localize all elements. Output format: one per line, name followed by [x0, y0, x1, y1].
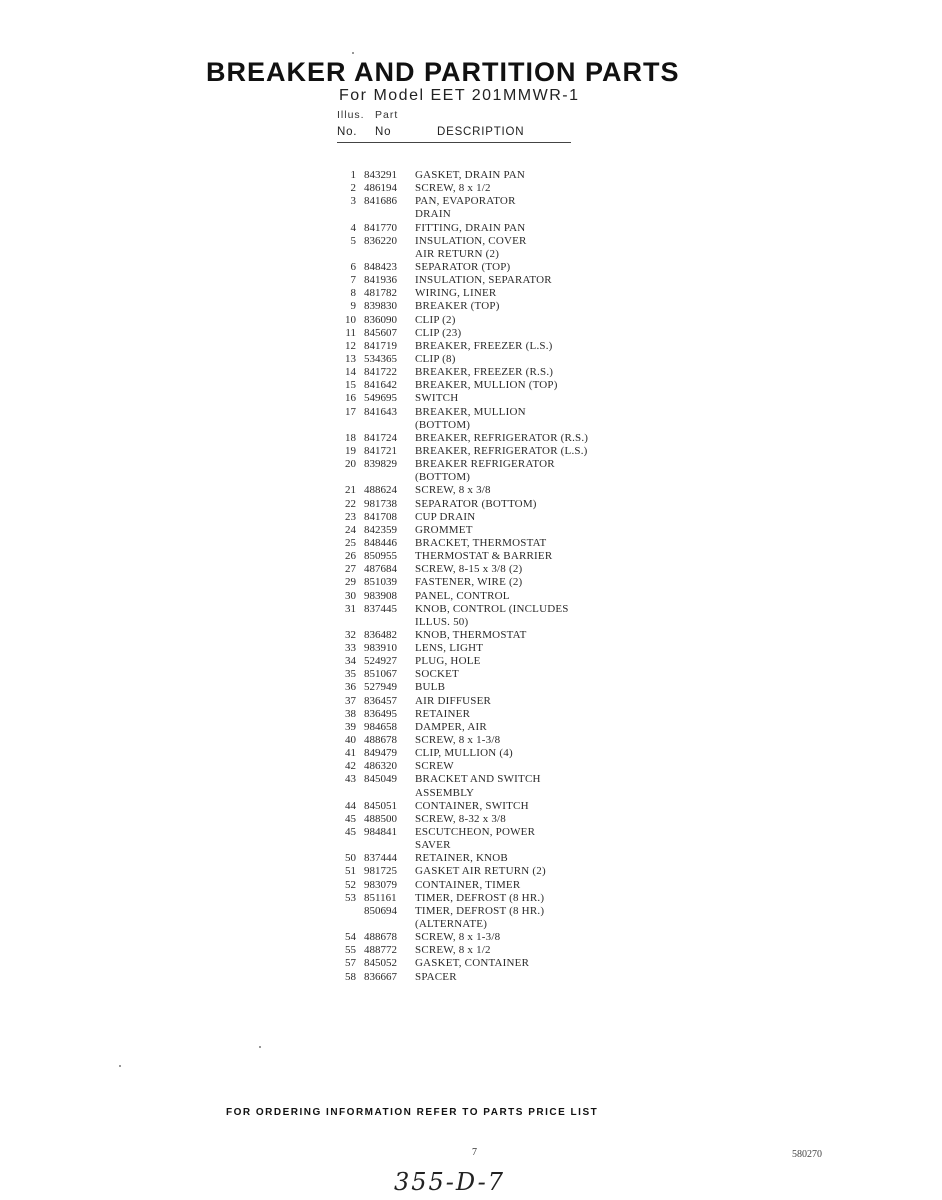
part-row — [338, 905, 638, 918]
part-number: 841708 — [364, 510, 397, 523]
illus-number: 5 — [350, 234, 356, 247]
page-number: 7 — [472, 1147, 477, 1158]
part-description: BRACKET AND SWITCH — [415, 773, 541, 786]
part-no-header: No — [375, 126, 392, 138]
illus-number: 51 — [345, 865, 356, 878]
illus-no-header: No. — [337, 126, 358, 138]
part-number: 488624 — [364, 484, 397, 497]
part-number: 845052 — [364, 957, 397, 970]
part-row — [338, 432, 638, 445]
part-number: 984658 — [364, 720, 397, 733]
ordering-note: FOR ORDERING INFORMATION REFER TO PARTS PRICE LIST — [226, 1107, 599, 1118]
part-description: SOCKET — [415, 668, 459, 681]
illus-number: 42 — [345, 760, 356, 773]
part-number: 841724 — [364, 431, 397, 444]
part-number: 836090 — [364, 313, 397, 326]
scan-speck — [352, 52, 354, 54]
part-description: BULB — [415, 681, 446, 694]
part-row — [338, 274, 638, 287]
illus-number: 11 — [345, 326, 356, 339]
part-description: GASKET, DRAIN PAN — [415, 169, 526, 181]
illus-number: 27 — [345, 563, 356, 576]
part-row — [338, 498, 638, 511]
part-row — [338, 800, 638, 813]
illus-number: 19 — [345, 444, 356, 457]
part-number: 843291 — [364, 169, 397, 181]
part-number: 841643 — [364, 405, 397, 418]
part-description: WIRING, LINER — [415, 287, 497, 300]
part-description: BRACKET, THERMOSTAT — [415, 536, 547, 549]
part-row — [338, 511, 638, 524]
part-row — [338, 287, 638, 300]
illus-number: 45 — [345, 812, 356, 825]
illus-number: 38 — [345, 707, 356, 720]
illus-number: 44 — [345, 799, 356, 812]
part-number: 841721 — [364, 444, 397, 457]
illus-header-label: Illus. — [337, 109, 365, 121]
part-description: GASKET AIR RETURN (2) — [415, 865, 546, 878]
part-description: SCREW, 8 x 1/2 — [415, 944, 491, 957]
part-number: 524927 — [364, 655, 397, 668]
part-number: 488500 — [364, 812, 397, 825]
part-number: 841686 — [364, 195, 397, 208]
part-description: CLIP, MULLION (4) — [415, 747, 513, 760]
illus-number: 1 — [350, 169, 356, 181]
part-description: ESCUTCHEON, POWER — [415, 826, 536, 839]
part-description: LENS, LIGHT — [415, 642, 484, 655]
part-description: ASSEMBLY — [415, 786, 475, 799]
part-number: 981738 — [364, 497, 397, 510]
part-row — [338, 392, 638, 405]
part-description: RETAINER — [415, 707, 471, 720]
part-number: 841722 — [364, 366, 397, 379]
part-number: 842359 — [364, 523, 397, 536]
part-number: 487684 — [364, 563, 397, 576]
illus-number: 50 — [345, 852, 356, 865]
part-description: SCREW, 8-32 x 3/8 — [415, 812, 507, 825]
part-number: 841936 — [364, 274, 397, 287]
part-description: PLUG, HOLE — [415, 655, 481, 668]
illus-number: 14 — [345, 366, 356, 379]
part-row — [338, 524, 638, 537]
part-row — [338, 327, 638, 340]
part-description: SCREW — [415, 760, 454, 773]
illus-number: 54 — [345, 931, 356, 944]
part-description: (BOTTOM) — [415, 471, 471, 484]
part-number: 983908 — [364, 589, 397, 602]
part-number: 836495 — [364, 707, 397, 720]
part-row — [338, 300, 638, 313]
part-description: TIMER, DEFROST (8 HR.) — [415, 904, 545, 917]
illus-number: 53 — [345, 891, 356, 904]
part-row — [338, 655, 638, 668]
illus-number: 34 — [345, 655, 356, 668]
part-row — [338, 366, 638, 379]
part-description: CONTAINER, TIMER — [415, 878, 521, 891]
part-description: SEPARATOR (BOTTOM) — [415, 497, 537, 510]
part-description: INSULATION, SEPARATOR — [415, 274, 552, 287]
part-number: 486320 — [364, 760, 397, 773]
part-number: 841719 — [364, 339, 397, 352]
part-row — [338, 787, 638, 800]
part-row — [338, 747, 638, 760]
part-row — [338, 208, 638, 221]
part-description: SEPARATOR (TOP) — [415, 260, 511, 273]
part-number: 845607 — [364, 326, 397, 339]
part-number: 836220 — [364, 234, 397, 247]
part-description: SCREW, 8 x 1-3/8 — [415, 931, 501, 944]
part-row — [338, 734, 638, 747]
part-description: AIR DIFFUSER — [415, 694, 492, 707]
part-number: 850694 — [364, 904, 397, 917]
part-number: 983079 — [364, 878, 397, 891]
part-description: SCREW, 8 x 1/2 — [415, 182, 491, 195]
part-number: 851039 — [364, 576, 397, 589]
part-row — [338, 379, 638, 392]
part-row — [338, 576, 638, 589]
part-description: PAN, EVAPORATOR — [415, 195, 516, 208]
part-description: SCREW, 8 x 3/8 — [415, 484, 491, 497]
part-description: KNOB, CONTROL (INCLUDES — [415, 602, 569, 615]
part-row — [338, 550, 638, 563]
part-row — [338, 314, 638, 327]
part-description: BREAKER, MULLION (TOP) — [415, 379, 558, 392]
part-row — [338, 537, 638, 550]
part-row — [338, 419, 638, 432]
part-description: SCREW, 8 x 1-3/8 — [415, 734, 501, 747]
illus-number: 18 — [345, 431, 356, 444]
part-row — [338, 445, 638, 458]
part-description: SAVER — [415, 839, 451, 852]
part-description: GASKET, CONTAINER — [415, 957, 530, 970]
part-number: 983910 — [364, 642, 397, 655]
illus-number: 31 — [345, 602, 356, 615]
handwritten-note: 355-D-7 — [394, 1168, 505, 1196]
illus-number: 36 — [345, 681, 356, 694]
part-description: BREAKER, FREEZER (R.S.) — [415, 366, 554, 379]
part-row — [338, 971, 638, 984]
part-row — [338, 248, 638, 261]
part-number: 981725 — [364, 865, 397, 878]
part-description: SPACER — [415, 970, 457, 983]
part-row — [338, 195, 638, 208]
part-row — [338, 353, 638, 366]
illus-number: 52 — [345, 878, 356, 891]
illus-number: 8 — [350, 287, 356, 300]
part-number: 486194 — [364, 182, 397, 195]
part-row — [338, 721, 638, 734]
part-number: 839830 — [364, 300, 397, 313]
illus-number: 12 — [345, 339, 356, 352]
part-description: BREAKER, REFRIGERATOR (R.S.) — [415, 431, 589, 444]
illus-number: 24 — [345, 523, 356, 536]
part-description: KNOB, THERMOSTAT — [415, 628, 527, 641]
page-title: BREAKER AND PARTITION PARTS — [206, 57, 680, 87]
part-header-label: Part — [375, 109, 399, 121]
part-description: THERMOSTAT & BARRIER — [415, 550, 553, 563]
illus-number: 9 — [350, 300, 356, 313]
description-header: DESCRIPTION — [437, 126, 525, 138]
parts-list — [338, 169, 638, 984]
part-description: CONTAINER, SWITCH — [415, 799, 529, 812]
part-row — [338, 629, 638, 642]
part-row — [338, 813, 638, 826]
model-subtitle: For Model EET 201MMWR-1 — [339, 87, 580, 104]
illus-number: 29 — [345, 576, 356, 589]
illus-number: 35 — [345, 668, 356, 681]
part-description: CLIP (23) — [415, 326, 462, 339]
part-description: BREAKER, MULLION — [415, 405, 526, 418]
part-description: PANEL, CONTROL — [415, 589, 510, 602]
part-row — [338, 681, 638, 694]
illus-number: 4 — [350, 221, 356, 234]
part-row — [338, 892, 638, 905]
part-description: TIMER, DEFROST (8 HR.) — [415, 891, 545, 904]
part-number: 549695 — [364, 392, 397, 405]
illus-number: 58 — [345, 970, 356, 983]
illus-number: 21 — [345, 484, 356, 497]
part-number: 848423 — [364, 260, 397, 273]
illus-number: 2 — [350, 182, 356, 195]
illus-number: 37 — [345, 694, 356, 707]
part-row — [338, 616, 638, 629]
illus-number: 3 — [350, 195, 356, 208]
part-row — [338, 603, 638, 616]
part-row — [338, 918, 638, 931]
illus-number: 55 — [345, 944, 356, 957]
part-row — [338, 340, 638, 353]
part-description: DAMPER, AIR — [415, 720, 487, 733]
illus-number: 45 — [345, 826, 356, 839]
part-row — [338, 879, 638, 892]
illus-number: 6 — [350, 260, 356, 273]
part-row — [338, 471, 638, 484]
part-row — [338, 222, 638, 235]
part-number: 481782 — [364, 287, 397, 300]
part-row — [338, 944, 638, 957]
part-row — [338, 169, 638, 182]
part-row — [338, 182, 638, 195]
part-number: 984841 — [364, 826, 397, 839]
part-number: 836667 — [364, 970, 397, 983]
part-description: BREAKER REFRIGERATOR — [415, 458, 555, 471]
illus-number: 15 — [345, 379, 356, 392]
illus-number: 23 — [345, 510, 356, 523]
part-description: RETAINER, KNOB — [415, 852, 508, 865]
part-description: CLIP (8) — [415, 352, 456, 365]
part-row — [338, 852, 638, 865]
part-number: 837444 — [364, 852, 397, 865]
part-description: CLIP (2) — [415, 313, 456, 326]
illus-number: 22 — [345, 497, 356, 510]
illus-number: 40 — [345, 734, 356, 747]
part-description: (ALTERNATE) — [415, 918, 488, 931]
part-description: FASTENER, WIRE (2) — [415, 576, 523, 589]
part-description: SWITCH — [415, 392, 459, 405]
part-number: 488678 — [364, 931, 397, 944]
part-number: 836457 — [364, 694, 397, 707]
part-row — [338, 760, 638, 773]
part-number: 850955 — [364, 550, 397, 563]
part-row — [338, 839, 638, 852]
part-number: 841642 — [364, 379, 397, 392]
part-number: 851161 — [364, 891, 397, 904]
part-description: AIR RETURN (2) — [415, 247, 500, 260]
illus-number: 10 — [345, 313, 356, 326]
illus-number: 41 — [345, 747, 356, 760]
illus-number: 7 — [350, 274, 356, 287]
illus-number: 17 — [345, 405, 356, 418]
illus-number: 39 — [345, 720, 356, 733]
part-number: 841770 — [364, 221, 397, 234]
part-number: 845051 — [364, 799, 397, 812]
illus-number: 26 — [345, 550, 356, 563]
part-row — [338, 590, 638, 603]
part-row — [338, 261, 638, 274]
scan-speck — [259, 1046, 261, 1048]
part-description: BREAKER, FREEZER (L.S.) — [415, 339, 553, 352]
part-description: CUP DRAIN — [415, 510, 476, 523]
part-number: 534365 — [364, 352, 397, 365]
part-number: 848446 — [364, 536, 397, 549]
part-row — [338, 695, 638, 708]
part-description: DRAIN — [415, 208, 451, 221]
part-description: SCREW, 8-15 x 3/8 (2) — [415, 563, 523, 576]
part-description: (BOTTOM) — [415, 418, 471, 431]
illus-number: 33 — [345, 642, 356, 655]
part-description: GROMMET — [415, 523, 473, 536]
illus-number: 57 — [345, 957, 356, 970]
document-code: 580270 — [792, 1149, 822, 1160]
illus-number: 25 — [345, 536, 356, 549]
scan-speck — [119, 1065, 121, 1067]
part-row — [338, 865, 638, 878]
part-number: 839829 — [364, 458, 397, 471]
part-number: 849479 — [364, 747, 397, 760]
part-row — [338, 563, 638, 576]
part-row — [338, 484, 638, 497]
part-row — [338, 931, 638, 944]
part-description: BREAKER (TOP) — [415, 300, 500, 313]
part-row — [338, 406, 638, 419]
part-number: 488678 — [364, 734, 397, 747]
part-number: 837445 — [364, 602, 397, 615]
part-number: 836482 — [364, 628, 397, 641]
illus-number: 32 — [345, 628, 356, 641]
part-row — [338, 458, 638, 471]
part-description: FITTING, DRAIN PAN — [415, 221, 526, 234]
part-row — [338, 957, 638, 970]
part-row — [338, 708, 638, 721]
part-row — [338, 668, 638, 681]
part-number: 845049 — [364, 773, 397, 786]
part-row — [338, 235, 638, 248]
part-row — [338, 773, 638, 786]
part-description: ILLUS. 50) — [415, 615, 469, 628]
illus-number: 43 — [345, 773, 356, 786]
part-row — [338, 826, 638, 839]
part-description: BREAKER, REFRIGERATOR (L.S.) — [415, 444, 588, 457]
part-number: 851067 — [364, 668, 397, 681]
illus-number: 30 — [345, 589, 356, 602]
part-number: 488772 — [364, 944, 397, 957]
part-row — [338, 642, 638, 655]
part-description: INSULATION, COVER — [415, 234, 527, 247]
illus-number: 16 — [345, 392, 356, 405]
illus-number: 20 — [345, 458, 356, 471]
part-number: 527949 — [364, 681, 397, 694]
illus-number: 13 — [345, 352, 356, 365]
column-header-row — [337, 125, 571, 143]
